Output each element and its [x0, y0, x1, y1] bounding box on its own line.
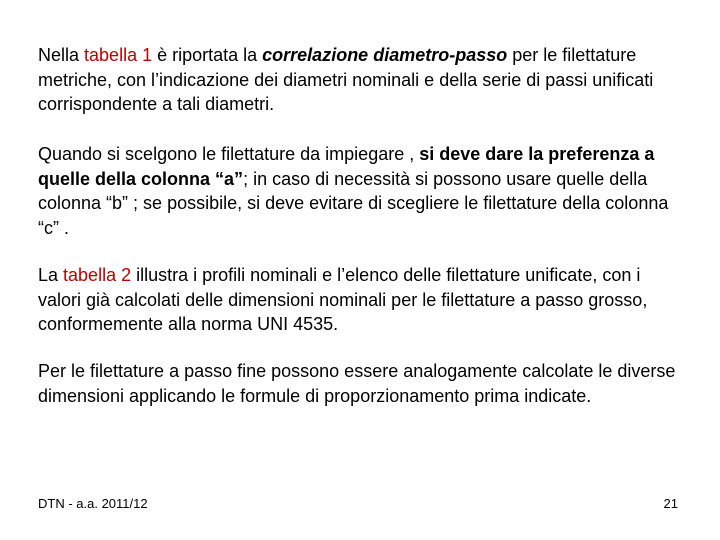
p1-text-2: è riportata la: [152, 45, 263, 65]
tabella-2-link[interactable]: tabella 2: [63, 265, 132, 285]
p1-emphasis: correlazione diametro-passo: [262, 45, 508, 65]
tabella-1-link[interactable]: tabella 1: [84, 45, 153, 65]
paragraph-table2-profiles: [38, 263, 688, 337]
footer-course-label: DTN - a.a. 2011/12: [38, 496, 148, 511]
page-number: 21: [663, 496, 678, 511]
p2-text-1: Quando si scelgono le filettature da impiegare ,: [38, 144, 420, 164]
paragraph-fine-pitch: Per le filettature a passo fine possono essere analogamente calcolate le diverse dimensioni applicando le formule di proporzionamento prima indicate.: [38, 361, 676, 406]
p2-text-2: ; in caso di necessità si possono usare quelle della colonna “b” ; se possibile, si deve evitare di scegliere le filettature della colonna “c” .: [38, 168, 669, 238]
p2-bold: si deve dare la preferenza a quelle della colonna “a”: [38, 144, 655, 189]
paragraph-column-preference: [38, 142, 688, 240]
p3-text-2: illustra i profili nominali e l’elenco delle filettature unificate, con i valori già calcolati delle dimensioni nominali per le filettature a passo grosso, conformemente alla norma UNI 4535.: [38, 265, 648, 334]
p1-text-3: per le filettature metriche, con l’indicazione dei diametri nominali e della serie di passi unificati corrispondente a tali diametri.: [38, 45, 654, 114]
p1-text-1: Nella: [38, 45, 85, 65]
p3-text-1: La: [38, 265, 64, 285]
paragraph-table1-correlation: [38, 43, 688, 117]
